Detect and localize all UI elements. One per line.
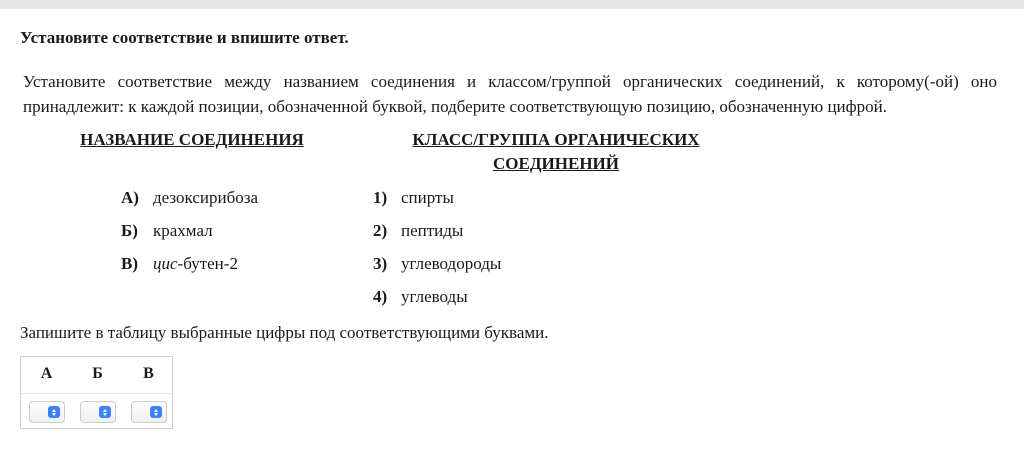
left-item-key: А) <box>121 188 139 207</box>
right-item-key: 3) <box>373 254 388 273</box>
left-item-value: дезоксирибоза <box>153 188 259 207</box>
right-item-key: 2) <box>373 221 388 240</box>
right-column-header-line1: КЛАСС/ГРУППА ОРГАНИЧЕСКИХ <box>412 130 700 149</box>
left-item-key: Б) <box>121 221 138 240</box>
left-item-value-italic: цис <box>153 254 178 273</box>
left-item-value <box>153 254 238 274</box>
answer-header-v: В <box>143 365 154 382</box>
left-item-b <box>121 221 213 241</box>
right-item-2 <box>373 221 463 241</box>
chevron-up-down-icon <box>48 406 60 418</box>
right-item-1 <box>373 188 454 208</box>
left-item-key: В) <box>121 254 138 273</box>
chevron-up-down-icon <box>150 406 162 418</box>
answer-header-a: А <box>40 365 53 382</box>
right-item-value: пептиды <box>401 221 464 240</box>
right-item-value: углеводы <box>401 287 468 306</box>
right-item-key: 4) <box>373 287 388 306</box>
answer-select-a[interactable] <box>29 401 65 423</box>
left-item-value: крахмал <box>153 221 213 240</box>
left-item-v <box>121 254 238 274</box>
answer-table <box>20 356 173 429</box>
instruction-text: Запишите в таблицу выбранные цифры под соответствующими буквами. <box>20 323 549 342</box>
table-divider <box>21 393 172 394</box>
right-column-header <box>380 128 732 176</box>
task-heading: Установите соответствие и впишите ответ. <box>20 28 349 47</box>
answer-header-b: Б <box>92 365 103 382</box>
task-text: Установите соответствие между названием соединения и классом/группой органических соединений, к которому(-ой) оно принадлежит: к каждой позиции, обозначенной буквой, подберите соответствующую позицию, обозначенную цифрой. <box>23 72 997 116</box>
right-item-value: углеводороды <box>401 254 502 273</box>
right-item-value: спирты <box>401 188 454 207</box>
chevron-up-down-icon <box>99 406 111 418</box>
left-item-value-rest: -бутен-2 <box>177 254 238 273</box>
left-item-a <box>121 188 258 208</box>
left-column-header: НАЗВАНИЕ СОЕДИНЕНИЯ <box>80 130 304 149</box>
right-column-header-line2: СОЕДИНЕНИЙ <box>493 154 619 173</box>
answer-select-v[interactable] <box>131 401 167 423</box>
top-bar <box>0 0 1024 9</box>
answer-select-b[interactable] <box>80 401 116 423</box>
right-item-3 <box>373 254 501 274</box>
right-item-4 <box>373 287 468 307</box>
right-item-key: 1) <box>373 188 388 207</box>
